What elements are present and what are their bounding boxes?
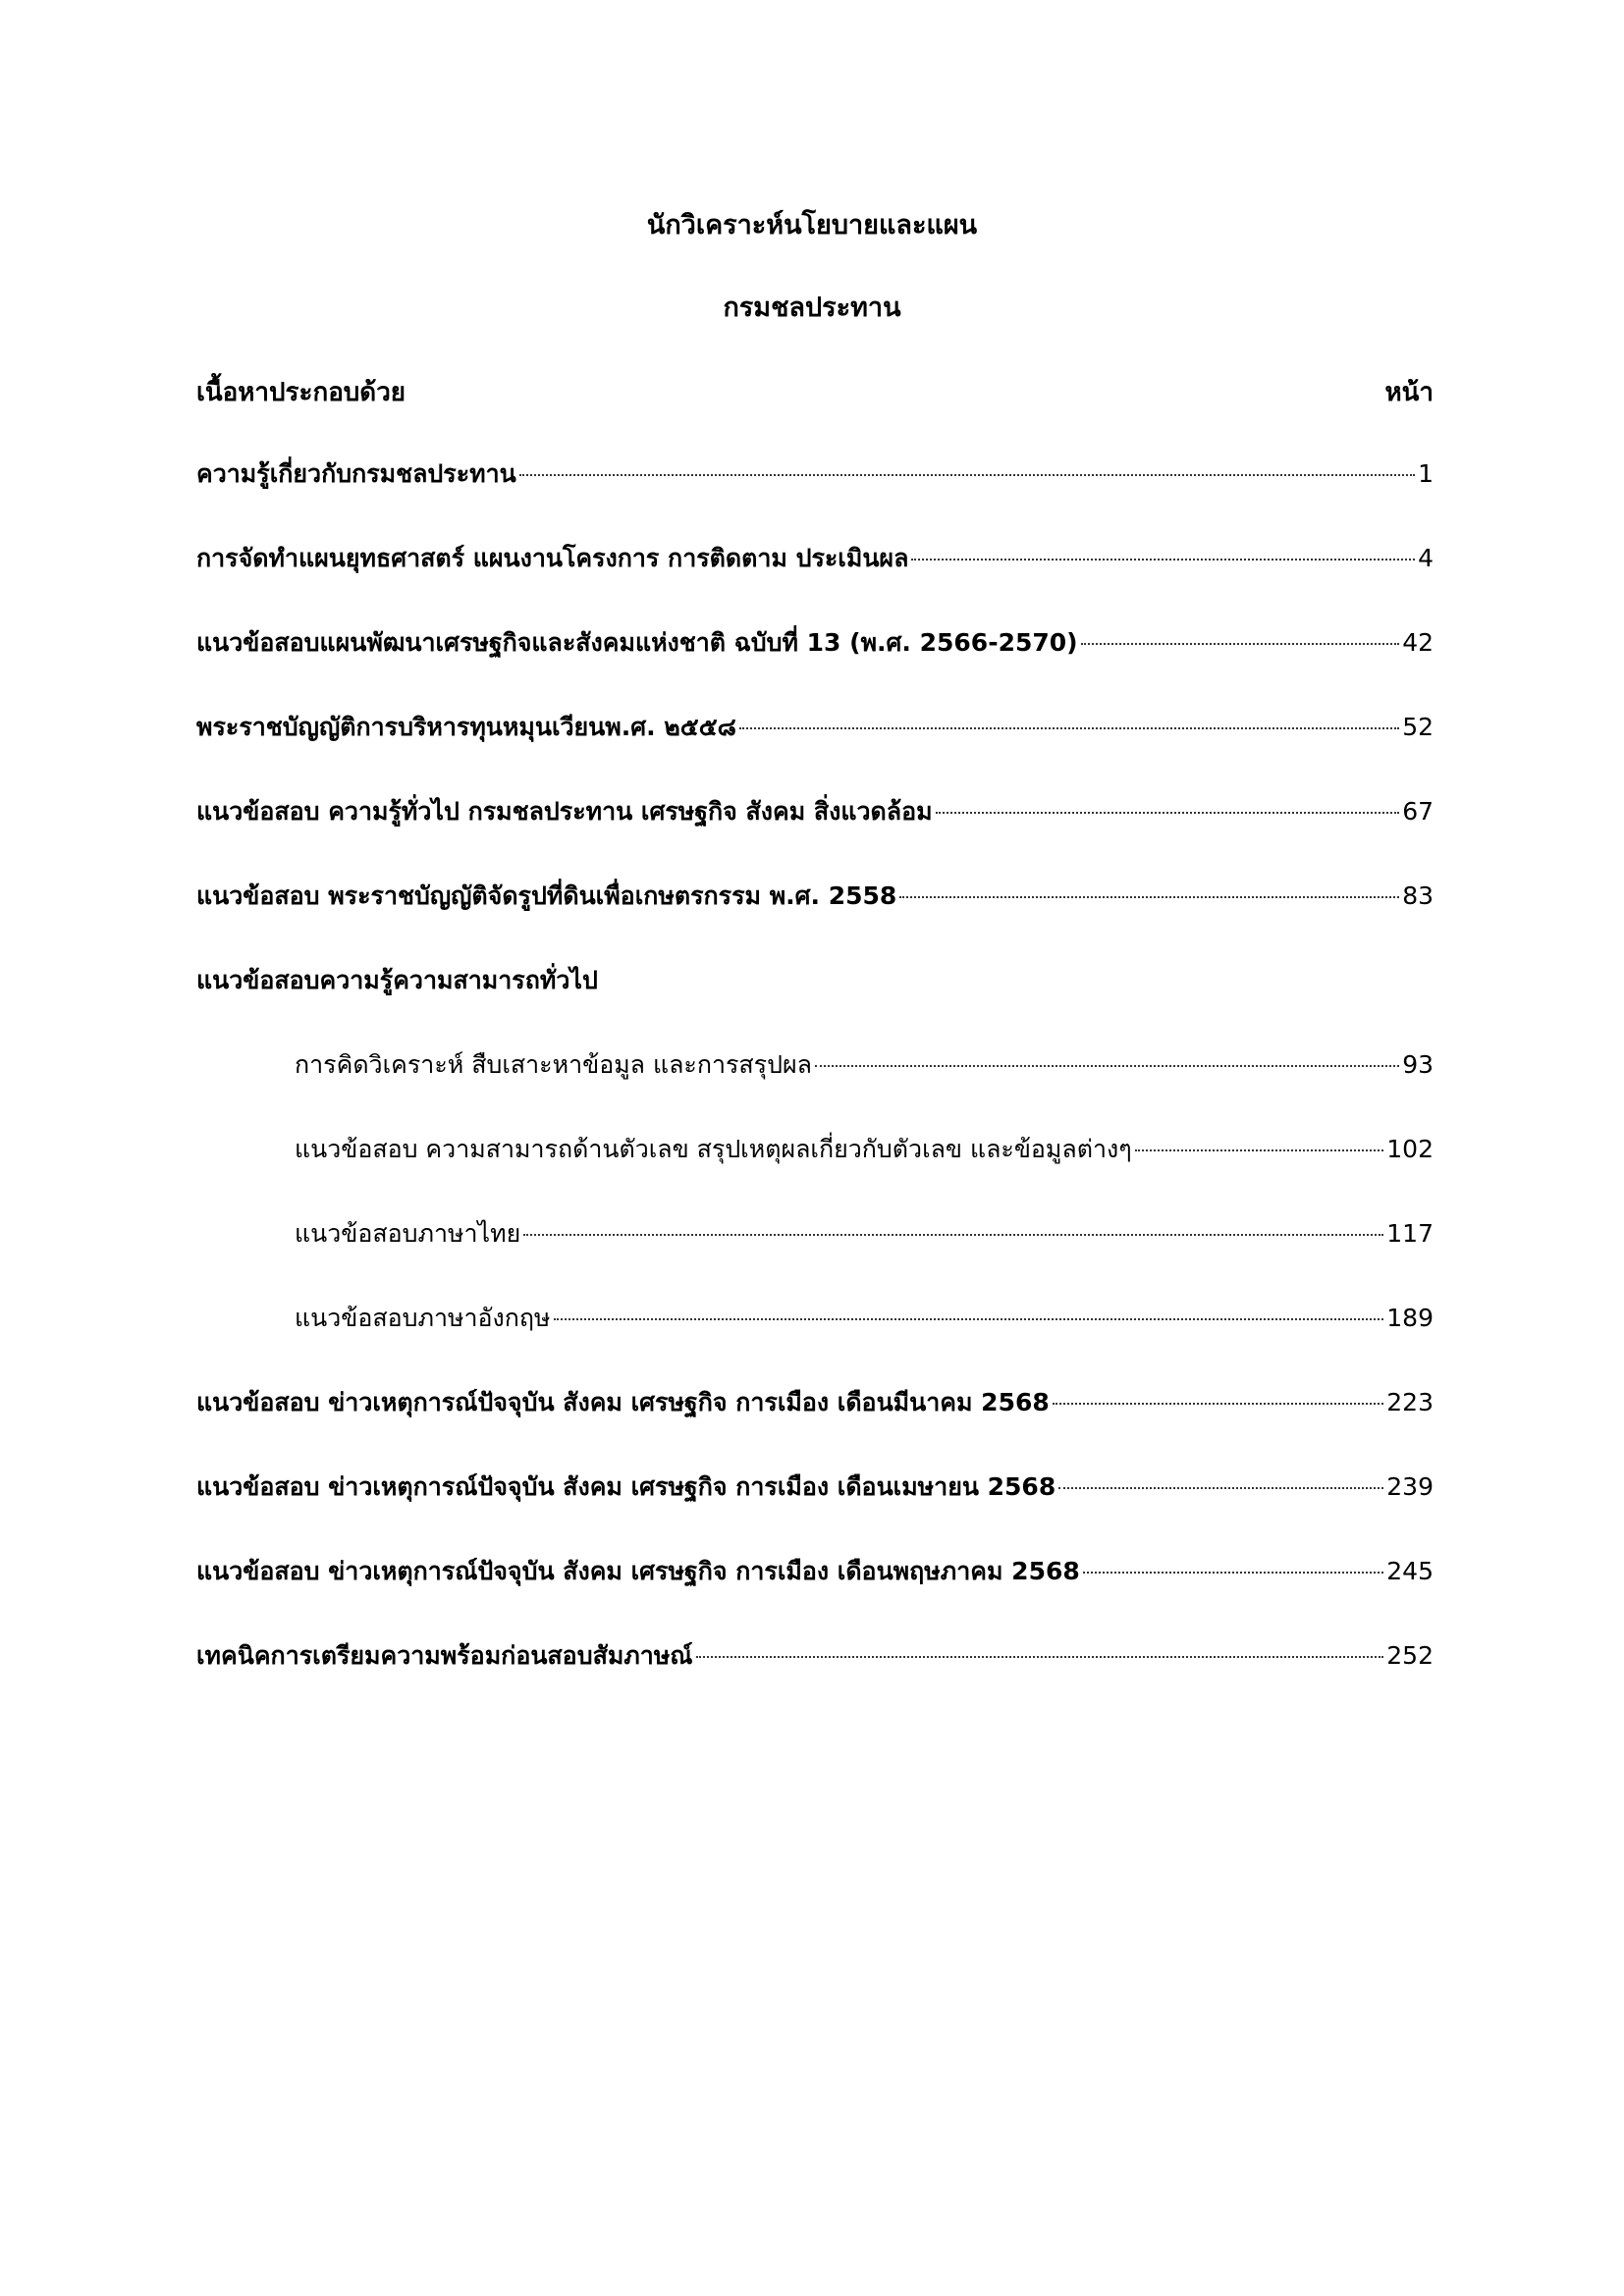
- toc-entry-label: แนวข้อสอบ พระราชบัญญัติจัดรูปที่ดินเพื่อเกษตรกรรม พ.ศ. 2558: [196, 881, 897, 910]
- toc-leader: [1058, 1487, 1383, 1489]
- toc-entry-page: 117: [1386, 1219, 1434, 1248]
- toc-contents-label: เนื้อหาประกอบด้วย: [196, 378, 406, 407]
- toc-leader: [1053, 1403, 1384, 1405]
- toc-entry-page: 4: [1418, 544, 1434, 572]
- toc-entry-label: แนวข้อสอบภาษาไทย: [295, 1219, 521, 1248]
- toc-leader: [519, 474, 1415, 476]
- toc-section-heading: [196, 961, 1434, 1045]
- toc-subentry: [196, 1130, 1434, 1214]
- toc-entry: [196, 1636, 1434, 1721]
- toc-entry-label: ความรู้เกี่ยวกับกรมชลประทาน: [196, 459, 516, 488]
- toc-entry: [196, 623, 1434, 708]
- toc-entry-page: 67: [1402, 797, 1434, 826]
- table-of-contents: [196, 454, 1434, 1721]
- toc-entry-page: 102: [1386, 1135, 1434, 1163]
- toc-subentry: [196, 1299, 1434, 1383]
- toc-page-label: หน้า: [1384, 378, 1434, 407]
- toc-entry-page: 93: [1402, 1050, 1434, 1079]
- toc-entry-label: เทคนิคการเตรียมความพร้อมก่อนสอบสัมภาษณ์: [196, 1641, 693, 1670]
- toc-entry-label: การจัดทำแผนยุทธศาสตร์ แผนงานโครงการ การติดตาม ประเมินผล: [196, 544, 909, 572]
- toc-leader: [815, 1065, 1399, 1067]
- toc-entry: [196, 454, 1434, 539]
- toc-entry-label: การคิดวิเคราะห์ สืบเสาะหาข้อมูล และการสรุปผล: [295, 1050, 812, 1079]
- toc-entry: [196, 792, 1434, 877]
- toc-entry: [196, 1383, 1434, 1468]
- toc-leader: [1083, 1572, 1384, 1574]
- toc-subentry: [196, 1045, 1434, 1130]
- toc-entry: [196, 539, 1434, 623]
- toc-entry-page: 1: [1418, 459, 1434, 488]
- toc-leader: [911, 559, 1415, 561]
- toc-entry-page: 83: [1402, 881, 1434, 910]
- toc-entry-page: 42: [1402, 628, 1434, 657]
- toc-entry-label: แนวข้อสอบความรู้ความสามารถทั่วไป: [196, 966, 598, 994]
- toc-entry-page: 245: [1386, 1557, 1434, 1585]
- toc-entry-page: 239: [1386, 1472, 1434, 1501]
- toc-entry-page: 252: [1386, 1641, 1434, 1670]
- toc-entry-label: แนวข้อสอบ ข่าวเหตุการณ์ปัจจุบัน สังคม เศรษฐกิจ การเมือง เดือนพฤษภาคม 2568: [196, 1557, 1080, 1585]
- toc-entry: [196, 1468, 1434, 1552]
- toc-entry-label: แนวข้อสอบแผนพัฒนาเศรษฐกิจและสังคมแห่งชาติ ฉบับที่ 13 (พ.ศ. 2566-2570): [196, 628, 1078, 657]
- toc-entry-label: แนวข้อสอบ ความรู้ทั่วไป กรมชลประทาน เศรษฐกิจ สังคม สิ่งแวดล้อม: [196, 797, 933, 826]
- toc-entry-label: แนวข้อสอบ ข่าวเหตุการณ์ปัจจุบัน สังคม เศรษฐกิจ การเมือง เดือนมีนาคม 2568: [196, 1388, 1050, 1416]
- document-subtitle: กรมชลประทาน: [723, 293, 901, 323]
- toc-leader: [554, 1318, 1384, 1320]
- toc-entry-page: 189: [1386, 1304, 1434, 1332]
- toc-entry-label: พระราชบัญญัติการบริหารทุนหมุนเวียนพ.ศ. ๒๕๕๘: [196, 713, 736, 741]
- toc-leader: [936, 812, 1400, 814]
- toc-entry-label: แนวข้อสอบ ความสามารถด้านตัวเลข สรุปเหตุผลเกี่ยวกับตัวเลข และข้อมูลต่างๆ: [295, 1135, 1132, 1163]
- document-title: นักวิเคราะห์นโยบายและแผน: [646, 210, 978, 240]
- toc-subentry: [196, 1214, 1434, 1299]
- toc-leader: [1081, 643, 1400, 645]
- toc-entry: [196, 1552, 1434, 1636]
- toc-leader: [899, 896, 1399, 898]
- toc-entry: [196, 877, 1434, 961]
- toc-entry-label: แนวข้อสอบ ข่าวเหตุการณ์ปัจจุบัน สังคม เศรษฐกิจ การเมือง เดือนเมษายน 2568: [196, 1472, 1056, 1501]
- toc-leader: [523, 1234, 1383, 1236]
- toc-entry-label: แนวข้อสอบภาษาอังกฤษ: [295, 1304, 551, 1332]
- toc-leader: [1135, 1149, 1384, 1151]
- toc-entry-page: 52: [1402, 713, 1434, 741]
- toc-leader: [696, 1656, 1384, 1658]
- toc-header: [196, 373, 1434, 412]
- toc-leader: [739, 727, 1399, 729]
- toc-entry: [196, 708, 1434, 792]
- toc-entry-page: 223: [1386, 1388, 1434, 1416]
